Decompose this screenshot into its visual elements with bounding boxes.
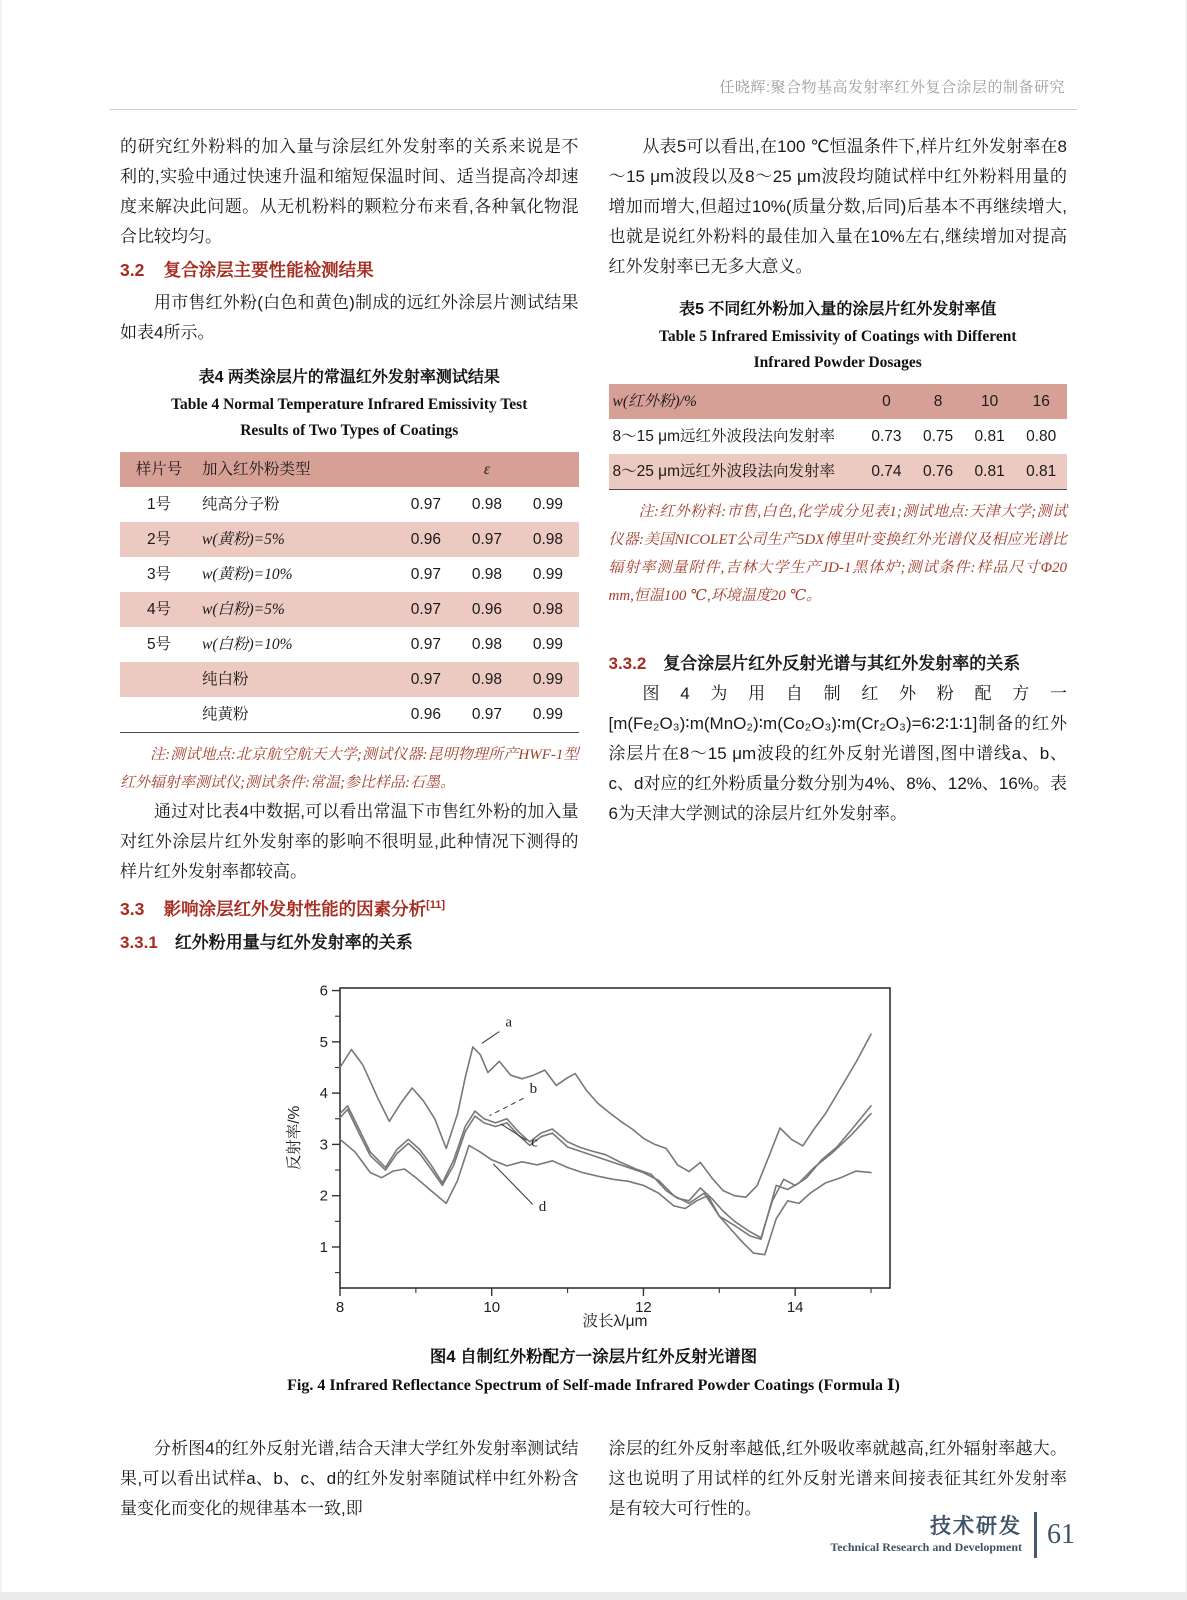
table-cell: 0.98: [532, 531, 564, 548]
table4-note: 注:测试地点:北京航空航天大学;测试仪器:昆明物理所产HWF-1型红外辐射率测试仪;测试条件:常温;参比样品:石墨。: [120, 747, 579, 791]
section-title: 影响涂层红外发射性能的因素分析: [163, 898, 427, 919]
table-row: [120, 662, 579, 697]
table-cell: 0.98: [471, 671, 502, 688]
figure4-caption-en: Fig. 4 Infrared Reflectance Spectrum of Self-made Infrared Powder Coatings (Formula Ⅰ): [287, 1376, 900, 1394]
paragraph: 用市售红外粉(白色和黄色)制成的远红外涂层片测试结果如表4所示。: [120, 293, 579, 342]
table-cell: 纯白粉: [202, 671, 249, 688]
svg-text:6: 6: [319, 982, 328, 1000]
right-column: [609, 132, 1068, 958]
table-cell: 纯高分子粉: [202, 496, 280, 513]
table-cell: 0.81: [974, 428, 1005, 445]
table-cell: 0.99: [532, 496, 564, 513]
main-content: [0, 132, 1187, 958]
paragraph: 的研究红外粉料的加入量与涂层红外发射率的关系来说是不利的,实验中通过快速升温和缩短保温时间、适当提高冷却速度来解决此问题。从无机粉料的颗粒分布来看,各种氧化物混合比较均匀。: [120, 137, 579, 246]
table-cell: w(白粉)=10%: [202, 636, 293, 653]
svg-text:波长λ/μm: 波长λ/μm: [582, 1312, 647, 1330]
svg-text:反射率/%: 反射率/%: [285, 1105, 303, 1171]
table-header-row: [120, 452, 579, 487]
table-cell: 3号: [146, 566, 172, 583]
table-cell: 0.98: [471, 496, 502, 513]
table-row: [609, 419, 1068, 454]
table-cell: w(黄粉)=5%: [202, 531, 285, 548]
paragraph: 通过对比表4中数据,可以看出常温下市售红外粉的加入量对红外涂层片红外发射率的影响不很明显,此种情况下测得的样片红外发射率都较高。: [120, 802, 579, 881]
table-cell: 样片号: [135, 461, 183, 478]
table4-caption-zh: 表4 两类涂层片的常温红外发射率测试结果: [198, 369, 500, 386]
table-cell: 0.97: [410, 601, 441, 618]
paragraph: 涂层的红外反射率越低,红外吸收率就越高,红外辐射率越大。这也说明了用试样的红外反射光谱来间接表征其红外发射率是有较大可行性的。: [608, 1438, 1067, 1518]
table-cell: 0.97: [471, 706, 502, 723]
table4-caption-en-line2: Results of Two Types of Coatings: [240, 422, 459, 439]
table-header-row: [609, 384, 1068, 419]
table-cell: w(红外粉)/%: [612, 393, 697, 410]
table-cell: 5号: [146, 636, 172, 653]
footer-section: [830, 1515, 1022, 1555]
table-row: [120, 557, 579, 592]
subsection-title: 红外粉用量与红外发射率的关系: [174, 932, 413, 952]
table-cell: w(白粉)=5%: [202, 601, 285, 618]
bottom-content: [0, 1434, 1187, 1524]
table-cell: 0: [882, 393, 891, 410]
section-number: 3.3: [120, 898, 145, 919]
table5-note: 注:红外粉料:市售,白色,化学成分见表1;测试地点:天津大学;测试仪器:美国NICOLET公司生产5DX傅里叶变换红外光谱仪及相应光谱比辐射率测量附件,吉林大学生产JD-1黑体炉;测试条件:样品尺寸Φ20 mm,恒温100 ℃,环境温度20 ℃。: [608, 504, 1067, 604]
table-cell: 加入红外粉类型: [202, 461, 311, 478]
svg-text:8: 8: [335, 1298, 344, 1316]
table-cell: [120, 697, 198, 733]
section-number: 3.2: [120, 260, 145, 280]
right-column-bottom: [609, 1434, 1068, 1524]
table-cell: 0.99: [532, 671, 564, 688]
subsection-number: 3.3.2: [608, 654, 647, 673]
table-cell: ε: [483, 461, 490, 478]
table-cell: 0.97: [410, 671, 441, 688]
footer-section-en: Technical Research and Development: [830, 1540, 1022, 1554]
table-cell: 0.75: [922, 428, 954, 445]
table-cell: 16: [1032, 393, 1050, 410]
footer-divider: [1034, 1512, 1037, 1558]
svg-text:d: d: [538, 1198, 546, 1215]
table-cell: 0.97: [410, 496, 441, 513]
table-cell: 0.99: [532, 706, 564, 723]
table4: [120, 452, 579, 733]
table5: [609, 384, 1068, 490]
table-cell: 8～15 μm远红外波段法向发射率: [612, 428, 836, 445]
table-cell: 0.96: [471, 601, 502, 618]
table-cell: 0.96: [410, 706, 441, 723]
running-title: 任晓辉:聚合物基高发射率红外复合涂层的制备研究: [719, 79, 1065, 96]
table-cell: 0.73: [871, 428, 902, 445]
left-column: [120, 132, 579, 958]
table-cell: 0.81: [1026, 463, 1057, 480]
table-cell: 2号: [146, 531, 172, 548]
table-cell: 1号: [146, 496, 172, 513]
table-cell: 0.97: [471, 531, 502, 548]
table-cell: 8～25 μm远红外波段法向发射率: [612, 463, 836, 480]
paragraph: 分析图4的红外反射光谱,结合天津大学红外发射率测试结果,可以看出试样a、b、c、d的红外发射率随试样中红外粉含量变化而变化的规律基本一致,即: [120, 1438, 579, 1518]
table-row: [120, 627, 579, 662]
subsection-heading-3-3-2: [609, 648, 1068, 679]
figure4-caption-zh: 图4 自制红外粉配方一涂层片红外反射光谱图: [429, 1347, 758, 1366]
section-title: 复合涂层主要性能检测结果: [163, 260, 374, 280]
table-cell: 10: [980, 393, 999, 410]
table-cell: 0.80: [1026, 428, 1057, 445]
paragraph: 图4为用自制红外粉配方一[m(Fe₂O₃)∶m(MnO₂)∶m(Co₂O₃)∶m(Cr₂O₃)=6∶2∶1∶1]制备的红外涂层片在8～15 μm波段的红外反射光谱图,图中谱线a、b、c、d对应的红外粉质量分数分别为4%、8%、12%、16%。表6为天津大学测试的涂层片红外发射率。: [608, 684, 1067, 823]
section-heading-3-3: [120, 890, 579, 925]
table-row: [609, 454, 1068, 490]
table-cell: 0.76: [922, 463, 954, 480]
table-cell: 0.96: [410, 531, 441, 548]
svg-text:14: 14: [786, 1298, 804, 1316]
table-cell: 0.97: [410, 636, 441, 653]
svg-text:3: 3: [319, 1136, 328, 1154]
table-row: [120, 592, 579, 627]
svg-text:5: 5: [319, 1033, 328, 1051]
table-cell: 0.99: [532, 636, 564, 653]
svg-text:1: 1: [319, 1238, 328, 1256]
header-divider: [110, 109, 1077, 110]
svg-text:c: c: [530, 1134, 538, 1151]
subsection-number: 3.3.1: [120, 932, 158, 952]
svg-text:2: 2: [319, 1187, 328, 1205]
table-cell: 0.81: [974, 463, 1005, 480]
table-cell: w(黄粉)=10%: [202, 566, 293, 583]
table-cell: 0.98: [532, 601, 564, 618]
footer-section-zh: 技术研发: [930, 1515, 1022, 1538]
table-cell: 0.74: [871, 463, 902, 480]
table5-caption-en-line1: Table 5 Infrared Emissivity of Coatings with Different: [658, 328, 1017, 345]
table5-caption-zh: 表5 不同红外粉加入量的涂层片红外发射率值: [679, 301, 997, 318]
table-cell: 8: [933, 393, 943, 410]
footer: [830, 1512, 1075, 1558]
subsection-heading-3-3-1: [120, 927, 579, 958]
table-cell: 0.98: [471, 636, 502, 653]
left-column-bottom: [120, 1434, 579, 1524]
table-cell: 纯黄粉: [202, 706, 249, 723]
table-cell: 0.99: [532, 566, 564, 583]
table-row: [120, 697, 579, 733]
spectrum-chart: [284, 978, 904, 1330]
table-cell: 0.97: [410, 566, 441, 583]
table-cell: [120, 662, 198, 697]
paragraph: 从表5可以看出,在100 ℃恒温条件下,样片红外发射率在8～15 μm波段以及8～25 μm波段均随试样中红外粉料用量的增加而增大,但超过10%(质量分数,后同)后基本不再继续增大,也就是说红外粉料的最佳加入量在10%左右,继续增加对提高红外发射率已无多大意义。: [608, 137, 1067, 276]
svg-text:b: b: [529, 1080, 537, 1097]
svg-text:a: a: [504, 1014, 512, 1031]
table5-caption-en-line2: Infrared Powder Dosages: [753, 354, 922, 371]
page-number: 61: [1047, 1519, 1075, 1550]
svg-text:12: 12: [634, 1298, 652, 1316]
svg-text:4: 4: [319, 1084, 328, 1102]
figure4: [264, 978, 924, 1400]
table-cell: 4号: [146, 601, 172, 618]
subsection-title: 复合涂层片红外反射光谱与其红外发射率的关系: [663, 654, 1021, 673]
svg-text:10: 10: [482, 1298, 500, 1316]
table-row: [120, 487, 579, 522]
table-cell: 0.98: [471, 566, 502, 583]
section-heading-3-2: [120, 255, 579, 286]
table-row: [120, 522, 579, 557]
table4-caption-en-line1: Table 4 Normal Temperature Infrared Emissivity Test: [171, 396, 528, 413]
citation-ref: [11]: [426, 899, 446, 911]
